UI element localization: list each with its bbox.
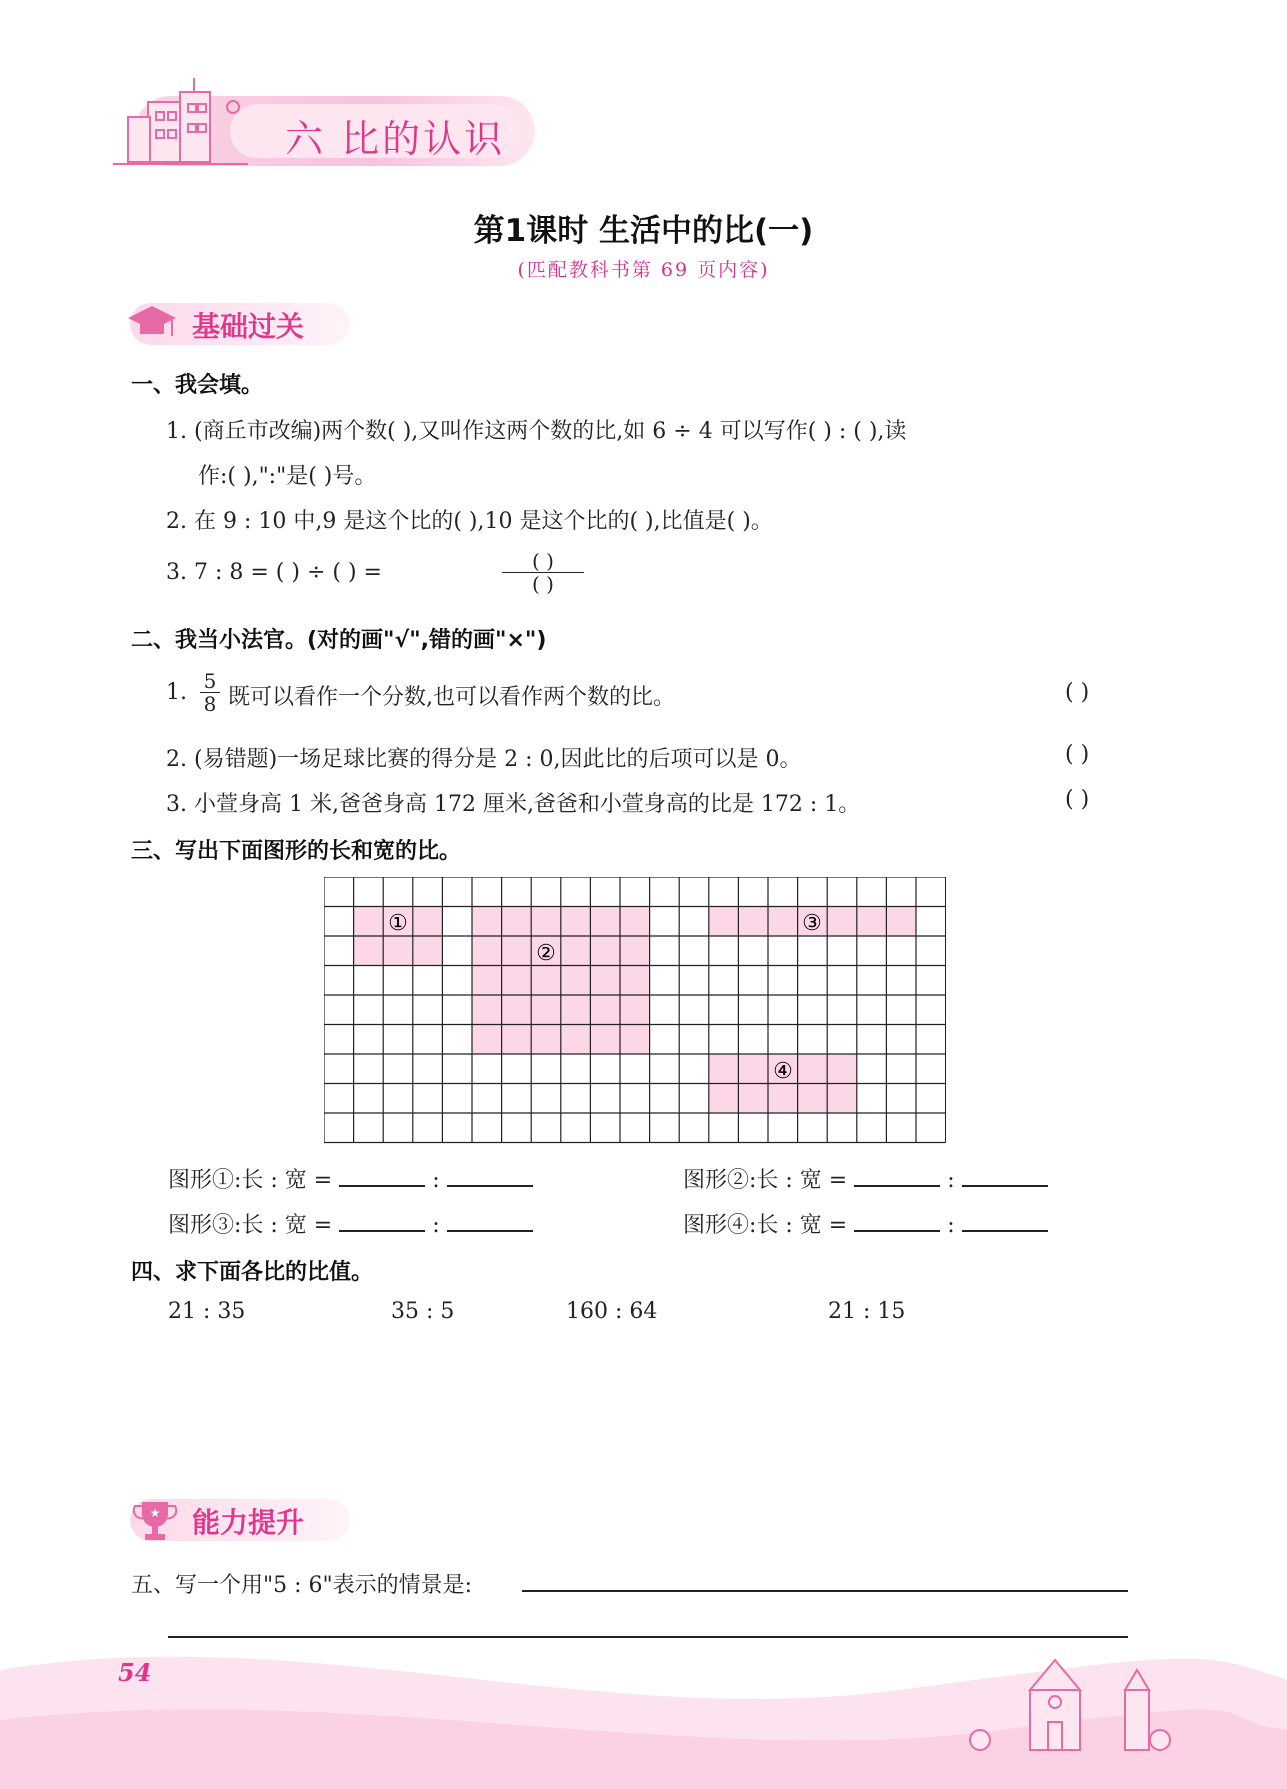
castle-illustration-icon [960,1650,1190,1760]
section-label-basic: 基础过关 [192,310,305,343]
fig4-label: 图形④:长 : 宽 = [683,1213,848,1238]
part1-q3-fraction [502,550,584,595]
graduation-cap-icon [126,300,178,344]
colon: : [432,1168,440,1193]
fig4-width-blank[interactable] [962,1208,1048,1232]
ratio-item: 21 : 15 [828,1299,906,1324]
shape-grid [324,877,946,1145]
fig1-width-blank[interactable] [447,1163,533,1187]
part5-heading: 五、写一个用"5 : 6"表示的情景是: [131,1573,473,1598]
part2-q1-fraction [200,670,220,715]
fig3-ratio [168,1208,533,1239]
part1-q3-left: 3. 7 : 8 = ( ) ÷ ( ) = [166,560,382,585]
page-number: 54 [118,1658,152,1687]
part1-q1-line1: 1. (商丘市改编)两个数( ),又叫作这两个数的比,如 6 ÷ 4 可以写作( ) : ( ),读 [166,419,907,444]
svg-text:★: ★ [149,1506,161,1520]
answer-box[interactable]: ( ) [1065,680,1090,705]
section-label-advanced: 能力提升 [192,1506,305,1539]
fig4-length-blank[interactable] [854,1208,940,1232]
shape-label-2: ② [536,941,556,966]
part1-heading: 一、我会填。 [131,373,264,398]
lesson-title: 第1课时 生活中的比(一) [473,213,814,249]
fig1-ratio [168,1163,533,1194]
lesson-subtitle: (匹配教科书第 69 页内容) [517,259,770,281]
fig4-ratio [683,1208,1048,1239]
part2-q2: 2. (易错题)一场足球比赛的得分是 2 : 0,因此比的后项可以是 0。 [166,747,802,772]
fig3-length-blank[interactable] [339,1208,425,1232]
part1-q2: 2. 在 9 : 10 中,9 是这个比的( ),10 是这个比的( ),比值是( )。 [166,509,773,534]
fig2-label: 图形②:长 : 宽 = [683,1168,848,1193]
fig1-label: 图形①:长 : 宽 = [168,1168,333,1193]
fig2-width-blank[interactable] [962,1163,1048,1187]
answer-line-1[interactable] [522,1588,1128,1592]
colon: : [432,1213,440,1238]
part2-q1-prefix: 1. [166,680,187,705]
fig2-length-blank[interactable] [854,1163,940,1187]
unit-title: 六 比的认识 [285,117,506,161]
fig2-ratio [683,1163,1048,1194]
ratio-item: 21 : 35 [168,1299,246,1324]
fig3-label: 图形③:长 : 宽 = [168,1213,333,1238]
fraction-numerator: 5 [203,669,217,693]
fraction-denominator: ( ) [532,572,554,596]
part2-q1-text: 既可以看作一个分数,也可以看作两个数的比。 [228,685,675,710]
fraction-denominator: 8 [203,692,217,716]
part1-q1-line2: 作:( ),":"是( )号。 [198,464,377,489]
part2-heading: 二、我当小法官。(对的画"√",错的画"×") [131,628,547,653]
ratio-item: 35 : 5 [391,1299,455,1324]
part2-q3: 3. 小萱身高 1 米,爸爸身高 172 厘米,爸爸和小萱身高的比是 172 : 1。 [166,792,861,817]
part4-heading: 四、求下面各比的比值。 [131,1260,374,1285]
school-building-icon [108,72,258,182]
ratio-item: 160 : 64 [566,1299,658,1324]
fraction-numerator: ( ) [532,549,554,573]
shape-label-3: ③ [802,911,822,936]
shape-label-1: ① [388,911,408,936]
fig3-width-blank[interactable] [447,1208,533,1232]
trophy-icon [132,1496,178,1544]
colon: : [947,1213,955,1238]
part3-heading: 三、写出下面图形的长和宽的比。 [131,839,462,864]
shape-label-4: ④ [773,1059,793,1084]
answer-box[interactable]: ( ) [1065,742,1090,767]
colon: : [947,1168,955,1193]
answer-box[interactable]: ( ) [1065,787,1090,812]
fig1-length-blank[interactable] [339,1163,425,1187]
